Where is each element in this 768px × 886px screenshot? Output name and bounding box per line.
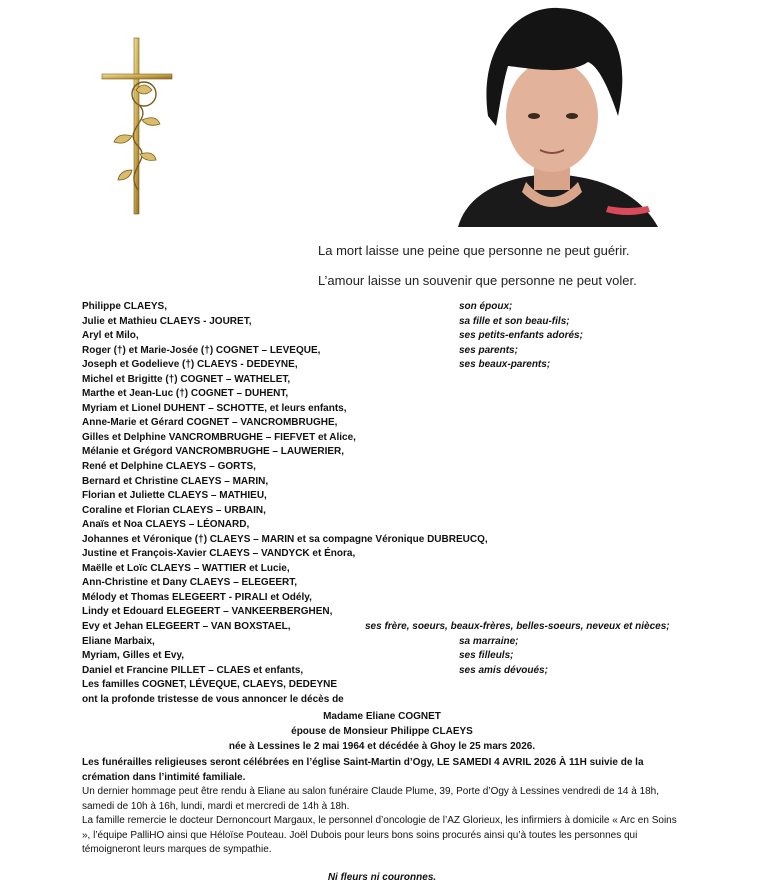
family-row [82, 620, 682, 635]
family-name: Bernard et Christine CLAEYS – MARIN, [82, 475, 269, 487]
family-row [82, 475, 682, 490]
family-row [82, 533, 682, 548]
family-name: Gilles et Delphine VANCROMBRUGHE – FIEFVET et Alice, [82, 431, 356, 443]
family-row [82, 635, 682, 650]
family-name: Justine et François-Xavier CLAEYS – VANDYCK et Énora, [82, 548, 356, 560]
family-relation: ses frère, soeurs, beaux-frères, belles-soeurs, neveux et nièces; [365, 621, 670, 633]
deceased-name: Madame Eliane COGNET [323, 711, 441, 722]
family-relation: ses petits-enfants adorés; [459, 330, 583, 342]
family-list [82, 300, 682, 707]
family-relation: sa marraine; [459, 635, 519, 647]
family-row [82, 416, 682, 431]
family-row [82, 562, 682, 577]
family-row [82, 489, 682, 504]
family-name: Aryl et Milo, [82, 330, 139, 342]
deceased-spouse: épouse de Monsieur Philippe CLAEYS [291, 726, 473, 737]
family-relation: son époux; [459, 301, 513, 312]
family-row [82, 649, 682, 664]
funeral-thanks: La famille remercie le docteur Dernoncourt Margaux, le personnel d’oncologie de l’AZ Glorieux, les infirmiers à domicile « Arc en Soins », l’équipe PalliHO ainsi que Héloïse Pouteau. Joël Dubois pour leurs bons soins procurés ainsi qu’à toutes les personnes qui témoigneront leurs marques de sympathie. [82, 815, 677, 855]
family-name: Maëlle et Loïc CLAEYS – WATTIER et Lucie, [82, 562, 290, 574]
quote-line-2: L’amour laisse un souvenir que personne ne peut voler. [318, 273, 637, 288]
family-name: Florian et Juliette CLAEYS – MATHIEU, [82, 490, 267, 502]
family-name: Mélody et Thomas ELEGEERT - PIRALI et Odély, [82, 591, 312, 603]
family-name: Johannes et Véronique (†) CLAEYS – MARIN et sa compagne Véronique DUBREUCQ, [82, 533, 488, 545]
family-row [82, 576, 682, 591]
family-row [82, 329, 682, 344]
family-name: Ann-Christine et Dany CLAEYS – ELEGEERT, [82, 577, 298, 589]
family-name: Marthe et Jean-Luc (†) COGNET – DUHENT, [82, 388, 289, 400]
family-name: Joseph et Godelieve (†) CLAEYS - DEDEYNE, [82, 359, 298, 371]
family-name: Lindy et Edouard ELEGEERT – VANKEERBERGHEN, [82, 606, 333, 618]
family-name: Les familles COGNET, LÉVEQUE, CLAEYS, DEDEYNE [82, 679, 338, 691]
family-name: Roger (†) et Marie-Josée (†) COGNET – LEVEQUE, [82, 344, 321, 356]
family-row [82, 504, 682, 519]
family-row [82, 605, 682, 620]
family-relation: ses amis dévoués; [459, 664, 548, 676]
family-name: Michel et Brigitte (†) COGNET – WATHELET, [82, 373, 291, 385]
family-name: ont la profonde tristesse de vous annoncer le décès de [82, 693, 344, 705]
family-row [82, 547, 682, 562]
family-row [82, 591, 682, 606]
family-name: Anne-Marie et Gérard COGNET – VANCROMBRUGHE, [82, 417, 338, 429]
family-name: Myriam, Gilles et Evy, [82, 650, 185, 662]
family-name: Myriam et Lionel DUHENT – SCHOTTE, et leurs enfants, [82, 402, 347, 414]
family-name: Mélanie et Grégord VANCROMBRUGHE – LAUWERIER, [82, 446, 345, 458]
family-relation: ses parents; [459, 344, 518, 356]
family-row [82, 693, 682, 708]
family-name: Eliane Marbaix, [82, 635, 155, 647]
family-row [82, 373, 682, 388]
family-row [82, 445, 682, 460]
family-name: Evy et Jehan ELEGEERT – VAN BOXSTAEL, [82, 621, 291, 633]
deceased-dates: née à Lessines le 2 mai 1964 et décédée à Ghoy le 25 mars 2026. [228, 741, 536, 752]
family-row [82, 344, 682, 359]
funeral-homage: Un dernier hommage peut être rendu à Eliane au salon funéraire Claude Plume, 39, Porte d’Ogy à Lessines vendredi de 14 à 18h, samedi de 10h à 16h, lundi, mardi et mercredi de 14h à 18h. [82, 786, 660, 812]
family-relation: ses filleuls; [459, 650, 514, 662]
family-row [82, 300, 682, 315]
family-name: Coraline et Florian CLAEYS – URBAIN, [82, 504, 266, 516]
family-relation: ses beaux-parents; [459, 359, 551, 371]
cross-rose-image [82, 20, 194, 228]
family-name: Julie et Mathieu CLAEYS - JOURET, [82, 315, 252, 327]
family-row [82, 431, 682, 446]
family-row [82, 678, 682, 693]
family-row [82, 518, 682, 533]
quote-line-1: La mort laisse une peine que personne ne peut guérir. [318, 243, 630, 258]
funeral-ceremony: Les funérailles religieuses seront célébrées en l’église Saint-Martin d’Ogy, LE SAMEDI 4 AVRIL 2026 À 11H suivie de la crémation dans l’intimité familiale. [82, 757, 644, 783]
family-row [82, 460, 682, 475]
family-name: Philippe CLAEYS, [82, 301, 168, 312]
portrait-photo [428, 6, 674, 227]
closing-line: Ni fleurs ni couronnes. [327, 872, 437, 883]
family-relation: sa fille et son beau-fils; [459, 315, 570, 327]
family-row [82, 358, 682, 373]
family-row [82, 387, 682, 402]
family-name: Anaïs et Noa CLAEYS – LÉONARD, [82, 519, 250, 531]
family-name: René et Delphine CLAEYS – GORTS, [82, 461, 256, 473]
family-row [82, 664, 682, 679]
family-row [82, 315, 682, 330]
family-name: Daniel et Francine PILLET – CLAES et enfants, [82, 664, 304, 676]
family-row [82, 402, 682, 417]
